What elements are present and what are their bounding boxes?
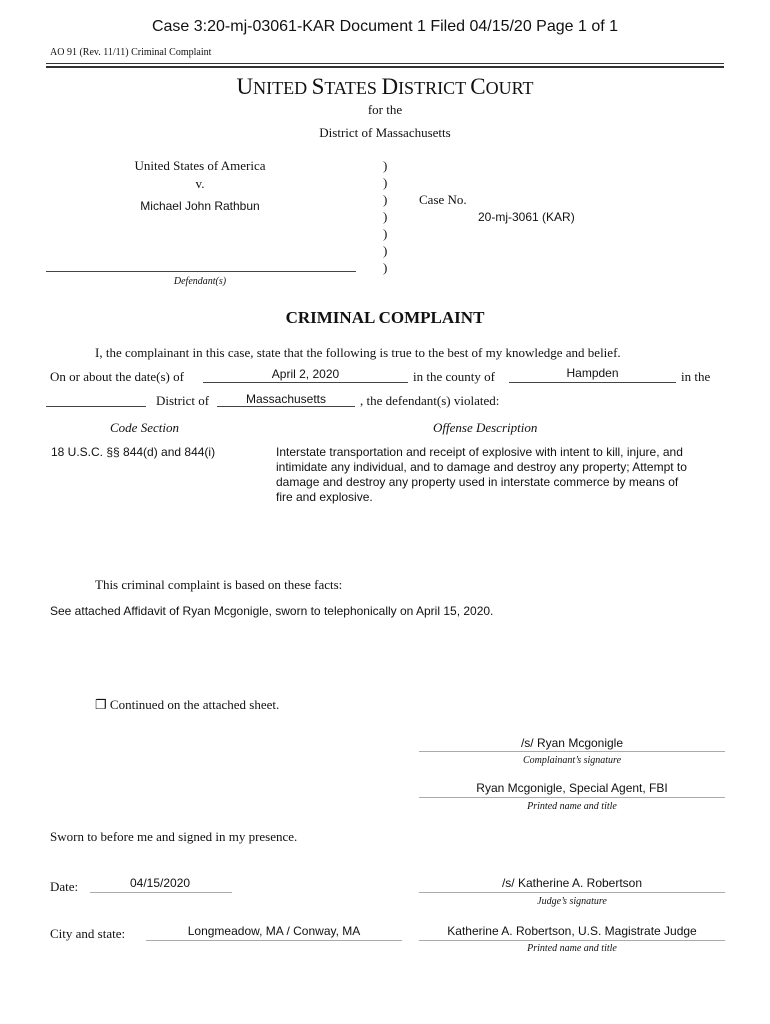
- court-district: District of Massachusetts: [319, 125, 451, 140]
- judge-sig-label: Judge’s signature: [537, 896, 607, 907]
- date-label: Date:: [50, 879, 79, 894]
- defendant-name: Michael John Rathbun: [140, 199, 260, 213]
- judge-signature: /s/ Katherine A. Robertson: [501, 876, 643, 890]
- complainant-signature: /s/ Ryan Mcgonigle: [520, 736, 624, 750]
- county-value: Hampden: [566, 366, 619, 380]
- printed-name-label-2: Printed name and title: [527, 943, 617, 954]
- district-blank-line: [46, 406, 146, 407]
- continued-row: [95, 697, 279, 713]
- case-no-value: 20-mj-3061 (KAR): [478, 210, 575, 224]
- header-rule-bottom: [46, 66, 724, 68]
- offense-date: April 2, 2020: [271, 367, 340, 381]
- versus: v.: [195, 176, 205, 191]
- complainant-name-line: [419, 797, 725, 798]
- continued-label: Continued on the attached sheet.: [109, 697, 280, 712]
- county-line: [509, 382, 676, 383]
- city-state-label: City and state:: [50, 926, 126, 941]
- date-prefix: On or about the date(s) of: [50, 369, 184, 384]
- code-section: 18 U.S.C. §§ 844(d) and 844(i): [51, 445, 216, 459]
- facts-text: See attached Affidavit of Ryan Mcgonigle, sworn to telephonically on April 15, 2020.: [50, 604, 494, 618]
- form-id: AO 91 (Rev. 11/11) Criminal Complaint: [50, 47, 212, 58]
- filing-stamp: Case 3:20-mj-03061-KAR Document 1 Filed 04/15/20 Page 1 of 1: [151, 18, 619, 35]
- complaint-heading: CRIMINAL COMPLAINT: [285, 308, 485, 327]
- judge-sig-line: [419, 892, 725, 893]
- complaint-intro: I, the complainant in this case, state that the following is true to the best of my knowledge and belief.: [95, 345, 621, 360]
- city-state-value: Longmeadow, MA / Conway, MA: [187, 924, 361, 938]
- city-state-line: [146, 940, 402, 941]
- district-value-line: [217, 406, 355, 407]
- complainant-sig-label: Complainant’s signature: [522, 755, 622, 766]
- violated-text: , the defendant(s) violated:: [360, 393, 500, 408]
- plaintiff: United States of America: [134, 158, 266, 173]
- case-no-label: Case No.: [419, 192, 467, 207]
- defendant-line: [46, 271, 356, 272]
- sworn-statement: Sworn to before me and signed in my presence.: [50, 829, 298, 844]
- signed-date-line: [90, 892, 232, 893]
- defendant-label: Defendant(s): [173, 276, 227, 287]
- for-the: for the: [367, 102, 403, 117]
- facts-intro: This criminal complaint is based on these facts:: [95, 577, 343, 592]
- continued-checkbox[interactable]: ❒: [95, 697, 107, 712]
- signed-date: 04/15/2020: [130, 876, 191, 890]
- district-label: District of: [156, 393, 210, 408]
- printed-name-label-1: Printed name and title: [527, 801, 617, 812]
- county-prefix: in the county of: [413, 369, 495, 384]
- judge-name: Katherine A. Robertson, U.S. Magistrate Judge: [447, 924, 697, 938]
- in-the: in the: [681, 369, 711, 384]
- code-section-header: Code Section: [110, 420, 179, 435]
- header-rule-top: [46, 63, 724, 64]
- court-title: UNITED STATES DISTRICT COURT: [236, 74, 534, 99]
- judge-name-line: [419, 940, 725, 941]
- offense-header: Offense Description: [433, 420, 538, 435]
- complainant-sig-line: [419, 751, 725, 752]
- complainant-name: Ryan Mcgonigle, Special Agent, FBI: [476, 781, 668, 795]
- offense-date-line: [203, 382, 408, 383]
- district-value: Massachusetts: [245, 392, 327, 406]
